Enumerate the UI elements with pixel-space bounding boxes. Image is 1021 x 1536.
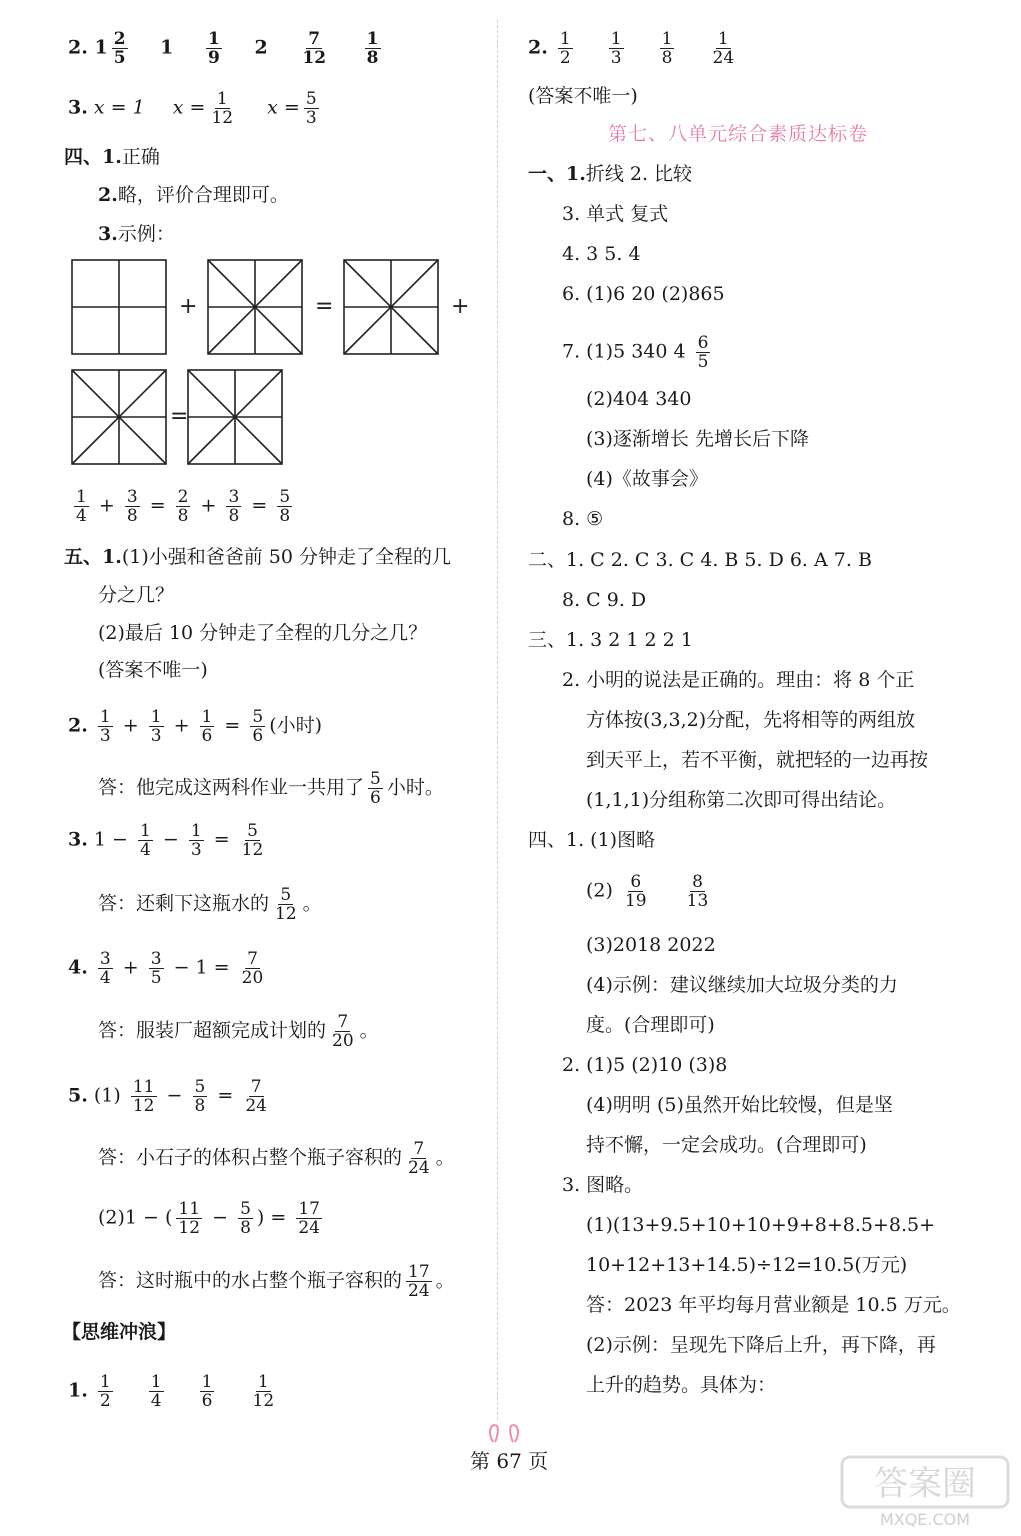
answer-5-1: 答：小石子的体积占整个瓶子容积的 $\frac{7}{24}$ 。 <box>98 1139 455 1178</box>
text-line: (答案不唯一) <box>98 659 208 681</box>
text-line: 四、1. (1)图略 <box>528 829 656 851</box>
text-line: 上升的趋势。具体为： <box>586 1374 777 1396</box>
section-5-q2: 2. $\frac{1}{3}$ + $\frac{1}{3}$ + $\frac{1}{6}$ = $\frac{5}{6}$ (小时) <box>68 707 323 746</box>
siwei-title: 【思维冲浪】 <box>62 1321 177 1343</box>
section-5-q5-2: (2)1 − ( $\frac{11}{12}$ − $\frac{5}{8}$ ) = $\frac{17}{24}$ <box>98 1199 320 1238</box>
svg-text:MXQE.COM: MXQE.COM <box>879 1510 971 1529</box>
section-5-q3: 3. 1 − $\frac{1}{4}$ − $\frac{1}{3}$ = $\frac{5}{12}$ <box>68 821 264 860</box>
column-divider <box>497 20 498 1420</box>
text-line: 2. 小明的说法是正确的。理由：将 8 个正 <box>562 669 915 691</box>
text-line: 8. ⑤ <box>562 508 604 530</box>
text-line: 答：2023 年平均每月营业额是 10.5 万元。 <box>586 1294 961 1316</box>
text-line: 3. 单式 复式 <box>562 203 669 225</box>
text-line: 7. (1)5 340 4 $\frac{6}{5}$ <box>562 333 709 372</box>
text-line: 持不懈，一定会成功。(合理即可) <box>586 1134 867 1156</box>
text-line: (4)明明 (5)虽然开始比较慢，但是坚 <box>586 1094 893 1116</box>
text-line: 分之几？ <box>98 584 175 606</box>
section-5-q4: 4. $\frac{3}{4}$ + $\frac{3}{5}$ − 1 = $\frac{7}{20}$ <box>68 949 264 988</box>
text-line: (4)示例：建议继续加大垃圾分类的力 <box>586 974 898 996</box>
text-line: (2)404 340 <box>586 388 692 410</box>
text-line: 10+12+13+14.5)÷12=10.5(万元) <box>586 1254 908 1276</box>
text-line: (1)(13+9.5+10+10+9+8+8.5+8.5+ <box>586 1214 936 1236</box>
fraction-equation: $\frac{1}{4}$ + $\frac{3}{8}$ = $\frac{2}{8}$ + $\frac{3}{8}$ = $\frac{5}{8}$ <box>76 487 291 526</box>
answer-5-2: 答：这时瓶中的水占整个瓶子容积的 $\frac{17}{24}$ 。 <box>98 1262 455 1301</box>
answer-3: 答：还剩下这瓶水的 $\frac{5}{12}$ 。 <box>98 885 322 924</box>
text-line: (4)《故事会》 <box>586 468 708 490</box>
text-line: 4. 3 5. 4 <box>562 243 641 265</box>
text-line: (2)示例：呈现先下降后上升，再下降，再 <box>586 1334 936 1356</box>
siwei-q1: 1. $\frac{1}{2}$ $\frac{1}{4}$ $\frac{1}{6}$ $\frac{1}{12}$ <box>68 1372 275 1411</box>
equals-sign: = <box>170 404 189 429</box>
text-line: 8. C 9. D <box>562 589 647 611</box>
page-number: 第 67 页 <box>470 1449 549 1473</box>
plus-sign: + <box>179 294 198 319</box>
svg-text:答案圈: 答案圈 <box>874 1464 976 1504</box>
plus-sign: + <box>451 294 470 319</box>
watermark-logo <box>840 1455 1010 1530</box>
text-line: (3)逐渐增长 先增长后下降 <box>586 428 809 450</box>
text-line: 2. (1)5 (2)10 (3)8 <box>562 1054 728 1076</box>
text-line: 3. 图略。 <box>562 1174 644 1196</box>
answer-2: 答：他完成这两科作业一共用了 $\frac{5}{6}$ 小时。 <box>98 769 444 808</box>
bunny-ears-icon <box>485 1420 525 1444</box>
text-line: 方体按(3,3,2)分配，先将相等的两组放 <box>586 709 916 731</box>
text-line: 一、1.折线 2. 比较 <box>528 163 693 185</box>
fraction: $\frac{2}{5}$ <box>113 29 126 68</box>
answer-line-3: 3. x = 1 x = $\frac{1}{12}$ x = $\frac{5}{3}$ <box>68 89 317 128</box>
text-line: 三、1. 3 2 1 2 2 1 <box>528 629 693 651</box>
section-5-q1: 五、1.(1)小强和爸爸前 50 分钟走了全程的几 <box>64 546 452 568</box>
answer-line-2: 2. 1 $\frac{2}{5}$ 1 $\frac{1}{9}$ 2 $\frac{7}{12}$ $\frac{1}{8}$ <box>68 29 379 68</box>
section-4-q3: 3.示例： <box>98 223 175 245</box>
text-line: 度。(合理即可) <box>586 1014 715 1036</box>
section-title: 第七、八单元综合素质达标卷 <box>608 123 869 145</box>
text-line: 到天平上，若不平衡，就把轻的一边再按 <box>586 749 929 771</box>
text-line: 6. (1)6 20 (2)865 <box>562 283 725 305</box>
text-line: (3)2018 2022 <box>586 934 716 956</box>
text-line: (2) $\frac{6}{19}$ $\frac{8}{13}$ <box>586 872 709 911</box>
section-4-q2: 2.略，评价合理即可。 <box>98 184 289 206</box>
section-4-q1: 四、1.正确 <box>64 146 160 168</box>
section-5-q5: 5. (1) $\frac{11}{12}$ − $\frac{5}{8}$ = $\frac{7}{24}$ <box>68 1077 267 1116</box>
fraction-squares-diagram <box>60 252 490 474</box>
answer-4: 答：服装厂超额完成计划的 $\frac{7}{20}$ 。 <box>98 1012 379 1051</box>
right-answer-2: 2. $\frac{1}{2}$ $\frac{1}{3}$ $\frac{1}{8}$ $\frac{1}{24}$ <box>528 29 735 68</box>
note: (答案不唯一) <box>528 85 638 107</box>
text-line: (1,1,1)分组称第二次即可得出结论。 <box>586 789 897 811</box>
text-line: 二、1. C 2. C 3. C 4. B 5. D 6. A 7. B <box>528 549 872 571</box>
text-line: (2)最后 10 分钟走了全程的几分之几？ <box>98 622 428 644</box>
equals-sign: = <box>315 294 334 319</box>
